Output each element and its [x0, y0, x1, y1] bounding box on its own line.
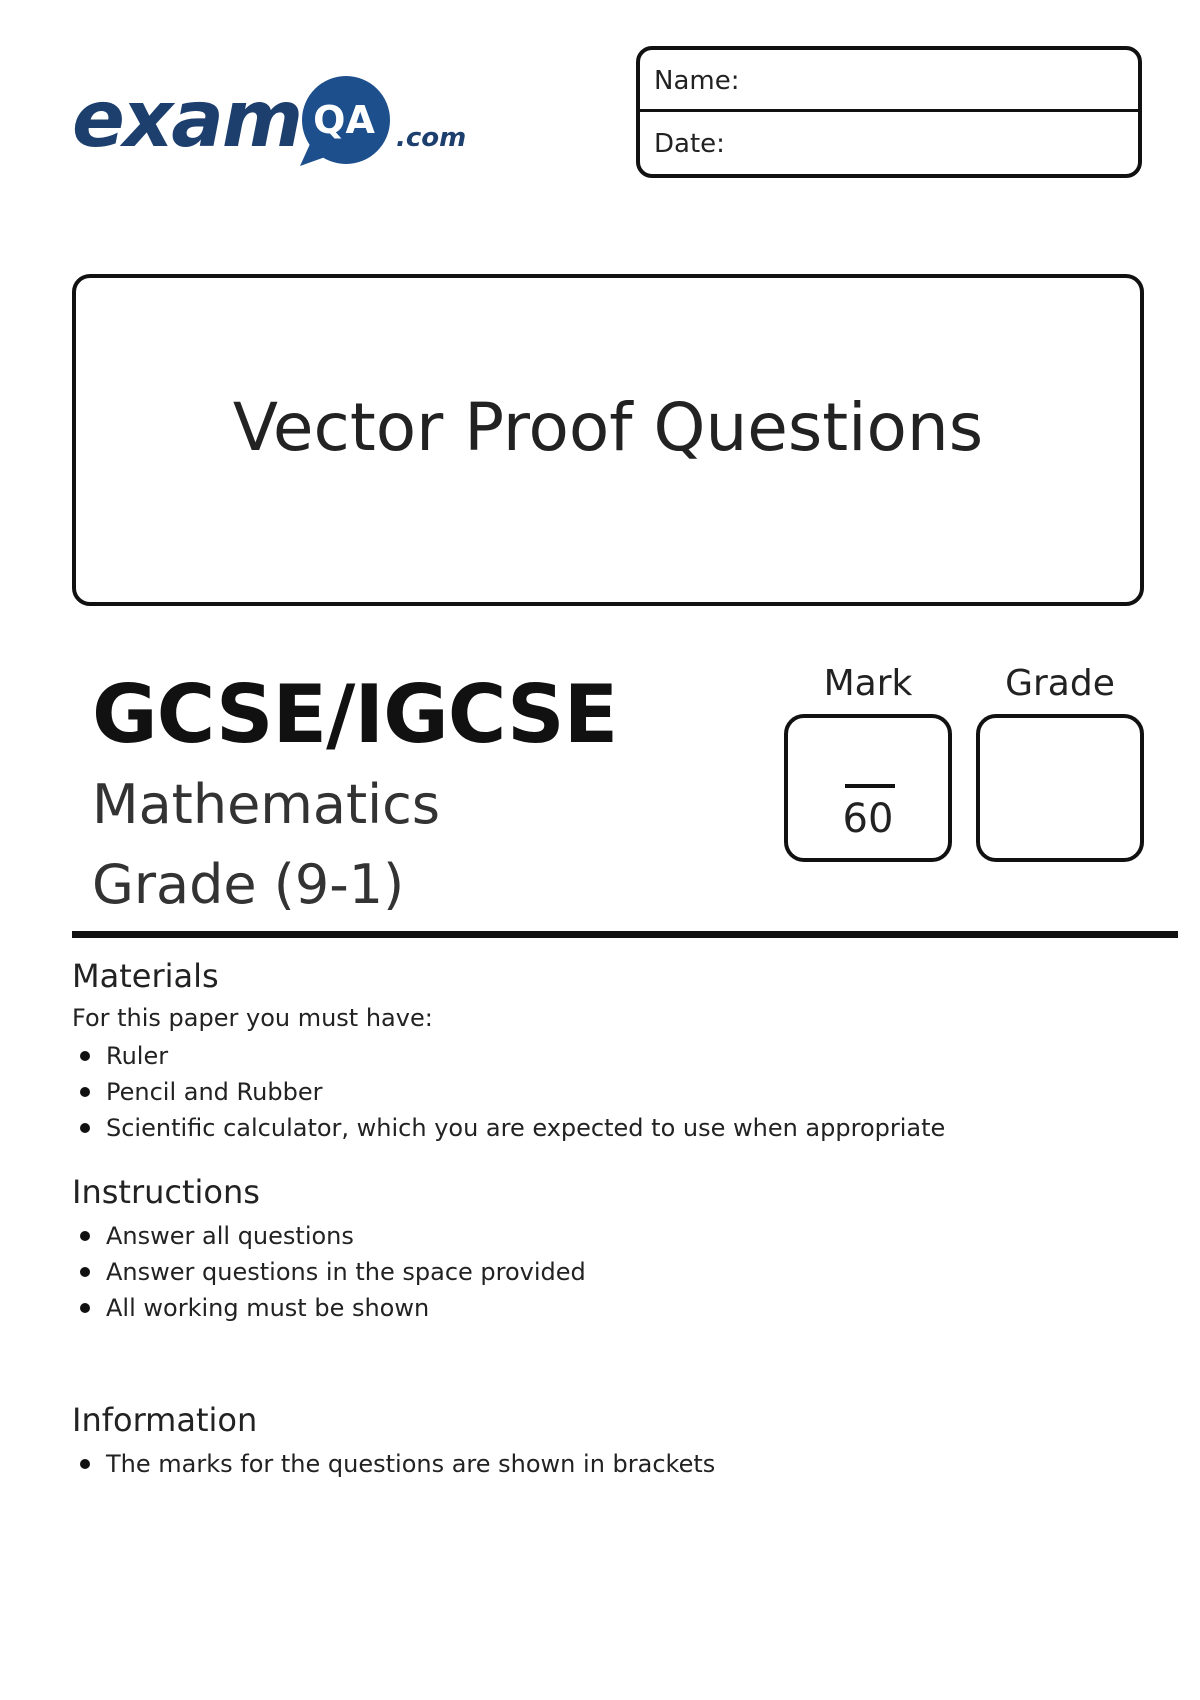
logo-suffix: .com — [396, 123, 467, 153]
section-divider — [72, 931, 1178, 938]
logo-word: exam — [72, 75, 302, 165]
bullet-icon — [80, 1123, 90, 1133]
bullet-icon — [80, 1231, 90, 1241]
name-label: Name: — [654, 66, 740, 96]
instructions-list — [72, 1218, 1072, 1326]
list-item: Pencil and Rubber — [72, 1074, 1072, 1110]
logo-badge: QA — [313, 98, 375, 142]
mark-label: Mark — [823, 663, 913, 704]
bullet-icon — [80, 1267, 90, 1277]
bullet-icon — [80, 1051, 90, 1061]
grade-range: Grade (9-1) — [92, 853, 405, 916]
mark-box[interactable] — [784, 714, 952, 862]
materials-heading: Materials — [72, 957, 219, 995]
information-heading: Information — [72, 1401, 258, 1439]
information-list — [72, 1446, 1072, 1482]
mark-total: 60 — [842, 796, 894, 842]
instructions-heading: Instructions — [72, 1173, 260, 1211]
list-item: Scientific calculator, which you are expected to use when appropriate — [72, 1110, 1072, 1146]
bullet-icon — [80, 1303, 90, 1313]
mark-fraction-line — [845, 784, 895, 788]
list-item: All working must be shown — [72, 1290, 1072, 1326]
paper-title: Vector Proof Questions — [232, 389, 984, 466]
grade-box[interactable] — [976, 714, 1144, 862]
date-field[interactable] — [640, 114, 1138, 174]
date-label: Date: — [654, 129, 725, 159]
bullet-icon — [80, 1087, 90, 1097]
list-item: The marks for the questions are shown in brackets — [72, 1446, 1072, 1482]
name-field[interactable] — [640, 50, 1138, 112]
materials-list — [72, 1038, 1072, 1146]
list-item: Ruler — [72, 1038, 1072, 1074]
name-date-box — [636, 46, 1142, 178]
title-box — [72, 274, 1144, 606]
grade-label: Grade — [1005, 663, 1115, 704]
subject-name: Mathematics — [92, 773, 440, 836]
bullet-icon — [80, 1459, 90, 1469]
examqa-logo — [72, 72, 472, 172]
materials-intro: For this paper you must have: — [72, 1004, 433, 1032]
qualification-heading: GCSE/IGCSE — [92, 668, 618, 761]
list-item: Answer questions in the space provided — [72, 1254, 1072, 1290]
list-item: Answer all questions — [72, 1218, 1072, 1254]
